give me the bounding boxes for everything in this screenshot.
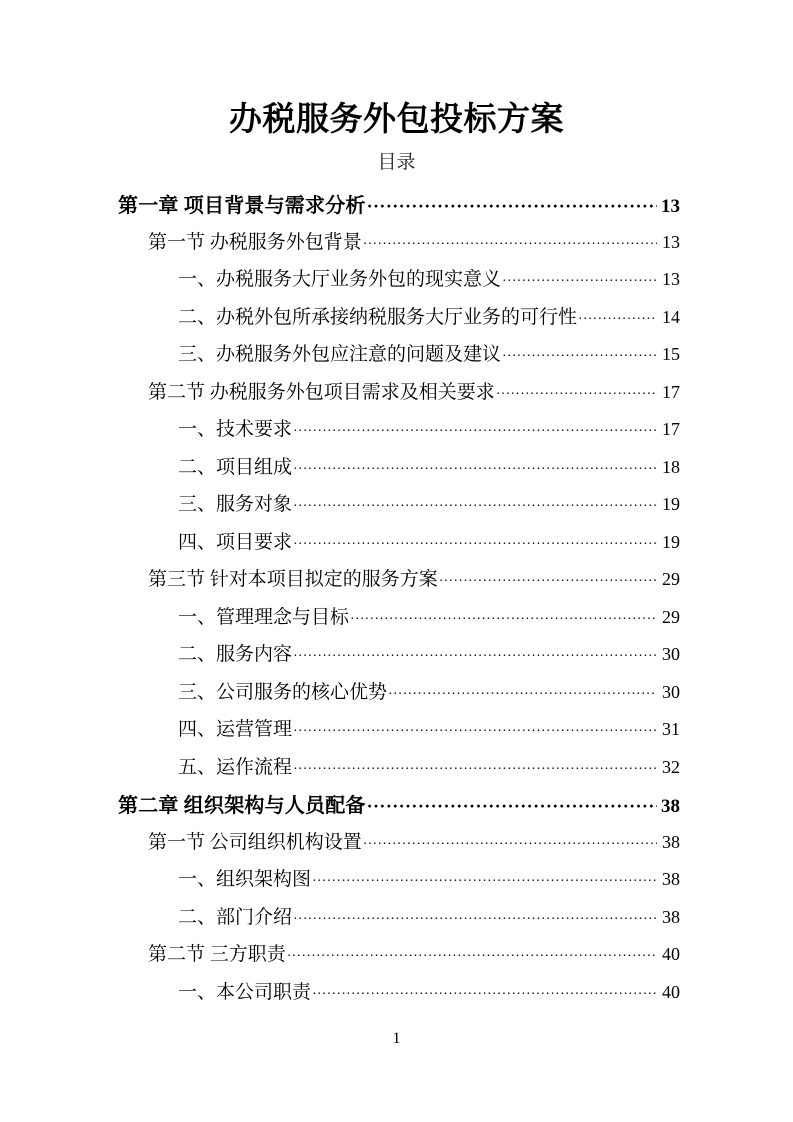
toc-entry-page-number: 31 <box>662 719 680 739</box>
toc-entry-title: 四、运营管理 <box>178 719 293 740</box>
toc-entry-page-number: 15 <box>662 344 680 364</box>
toc-entry-page-number: 19 <box>662 531 680 552</box>
toc-dot-leader <box>312 874 657 890</box>
toc-dot-leader <box>293 537 657 553</box>
toc-entry-title: 一、组织架构图 <box>178 869 312 890</box>
toc-dot-leader <box>350 612 657 628</box>
toc-entry[interactable] <box>0 639 793 677</box>
toc-dot-leader <box>363 837 657 853</box>
toc-entry-page-number: 40 <box>662 944 680 964</box>
toc-entry-page-number: 30 <box>662 644 680 664</box>
toc-entry[interactable] <box>0 489 793 527</box>
toc-dot-leader <box>367 196 657 212</box>
toc-entry-title: 第一节 办税服务外包背景 <box>148 231 362 253</box>
toc-entry-page-number: 38 <box>662 869 680 889</box>
toc-entry-title: 第三节 针对本项目拟定的服务方案 <box>148 569 438 590</box>
toc-entry-page-number: 18 <box>662 456 680 477</box>
toc-dot-leader <box>367 796 657 812</box>
toc-dot-leader <box>496 387 657 403</box>
toc-entry[interactable] <box>0 527 793 565</box>
toc-entry[interactable] <box>0 789 793 827</box>
toc-entry-page-number: 32 <box>662 756 680 777</box>
toc-entry[interactable] <box>0 227 793 265</box>
toc-entry[interactable] <box>0 714 793 752</box>
table-of-contents <box>0 189 793 1014</box>
toc-dot-leader <box>388 687 657 703</box>
toc-entry[interactable] <box>0 302 793 340</box>
toc-entry-title: 二、项目组成 <box>178 456 293 478</box>
toc-entry-title: 三、办税服务外包应注意的问题及建议 <box>178 344 502 365</box>
toc-entry-title: 一、本公司职责 <box>178 981 312 1003</box>
toc-entry-title: 四、项目要求 <box>178 531 293 553</box>
toc-entry[interactable] <box>0 189 793 227</box>
toc-entry-page-number: 17 <box>662 419 680 439</box>
toc-entry[interactable] <box>0 939 793 977</box>
toc-entry-title: 第一章 项目背景与需求分析 <box>118 195 366 217</box>
document-title: 办税服务外包投标方案 <box>229 99 564 138</box>
toc-entry-title: 三、服务对象 <box>178 494 293 515</box>
toc-entry[interactable] <box>0 752 793 790</box>
toc-dot-leader <box>312 987 657 1003</box>
toc-entry-page-number: 30 <box>662 681 680 702</box>
toc-entry-page-number: 14 <box>662 306 680 327</box>
toc-entry-page-number: 19 <box>662 494 680 514</box>
toc-entry[interactable] <box>0 264 793 302</box>
toc-entry-title: 一、管理理念与目标 <box>178 606 350 628</box>
toc-dot-leader <box>363 237 657 253</box>
toc-entry-title: 一、技术要求 <box>178 419 293 440</box>
toc-entry[interactable] <box>0 902 793 940</box>
toc-entry[interactable] <box>0 564 793 602</box>
toc-entry-title: 第二节 三方职责 <box>148 944 286 965</box>
toc-dot-leader <box>293 724 657 740</box>
toc-heading: 目录 <box>377 152 416 173</box>
toc-entry-title: 第二章 组织架构与人员配备 <box>118 795 366 817</box>
toc-entry[interactable] <box>0 827 793 865</box>
toc-entry-title: 一、办税服务大厅业务外包的现实意义 <box>178 269 502 290</box>
toc-entry-page-number: 13 <box>662 269 680 289</box>
toc-entry-page-number: 13 <box>662 231 680 252</box>
page-number-footer: 1 <box>392 1030 401 1047</box>
toc-dot-leader <box>439 574 657 590</box>
toc-entry-title: 五、运作流程 <box>178 756 293 778</box>
toc-entry[interactable] <box>0 977 793 1015</box>
toc-dot-leader <box>293 499 657 515</box>
toc-entry-page-number: 29 <box>662 569 680 589</box>
toc-dot-leader <box>293 762 657 778</box>
toc-entry-page-number: 38 <box>662 831 680 852</box>
toc-entry-page-number: 38 <box>661 796 680 817</box>
toc-entry[interactable] <box>0 452 793 490</box>
toc-entry-title: 二、办税外包所承接纳税服务大厅业务的可行性 <box>178 306 578 328</box>
toc-entry[interactable] <box>0 864 793 902</box>
toc-entry[interactable] <box>0 339 793 377</box>
toc-entry-page-number: 17 <box>662 381 680 402</box>
toc-entry-page-number: 40 <box>662 981 680 1002</box>
toc-dot-leader <box>502 274 657 290</box>
toc-dot-leader <box>293 649 657 665</box>
toc-entry[interactable] <box>0 677 793 715</box>
toc-entry-title: 二、部门介绍 <box>178 906 293 928</box>
toc-entry-page-number: 13 <box>661 196 680 217</box>
toc-entry-title: 二、服务内容 <box>178 644 293 665</box>
toc-dot-leader <box>502 349 657 365</box>
toc-entry[interactable] <box>0 602 793 640</box>
toc-dot-leader <box>293 912 657 928</box>
toc-entry-page-number: 29 <box>662 606 680 627</box>
toc-entry[interactable] <box>0 377 793 415</box>
toc-entry-page-number: 38 <box>662 906 680 927</box>
toc-entry-title: 第二节 办税服务外包项目需求及相关要求 <box>148 381 495 403</box>
toc-dot-leader <box>578 312 657 328</box>
toc-entry[interactable] <box>0 414 793 452</box>
toc-dot-leader <box>287 949 657 965</box>
toc-dot-leader <box>293 462 657 478</box>
toc-dot-leader <box>293 424 657 440</box>
toc-entry-title: 第一节 公司组织机构设置 <box>148 831 362 853</box>
toc-entry-title: 三、公司服务的核心优势 <box>178 681 388 703</box>
